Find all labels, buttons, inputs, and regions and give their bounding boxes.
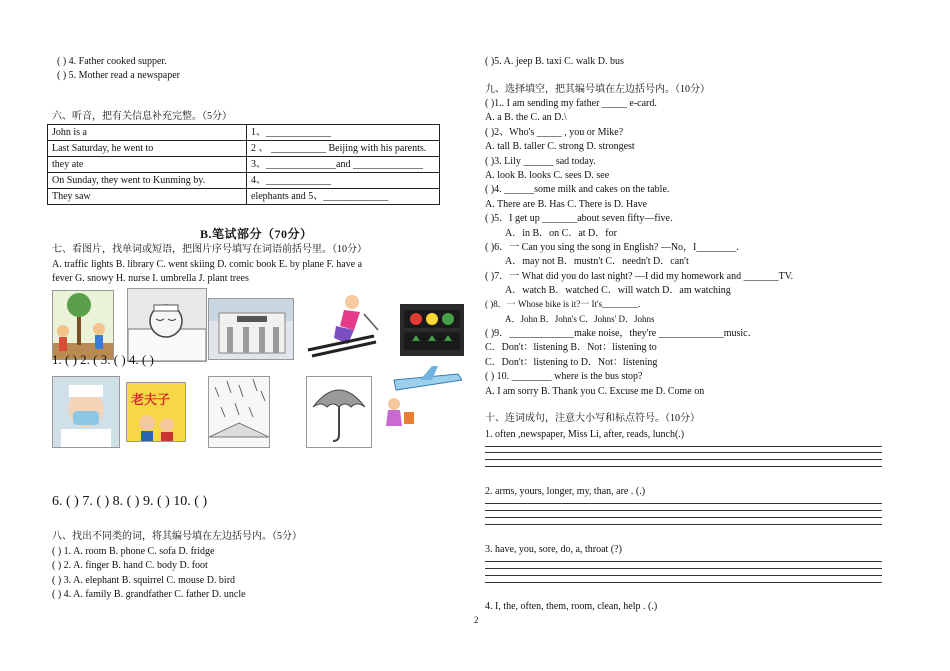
option-line: A. I am sorry B. Thank you C. Excuse me D. Come on	[485, 386, 705, 397]
question-line: ( )3. Lily ______ sad today.	[485, 156, 596, 167]
question-line: ( )6．一 Can you sing the song in English? —No，I________.	[485, 242, 739, 253]
section-8-title: 八、找出不同类的词，将其编号填在左边括号内。（5分）	[52, 531, 302, 542]
option-line: A. look B. looks C. sees D. see	[485, 170, 610, 181]
option-line: A．in B．on C．at D．for	[505, 228, 617, 239]
answer-line	[485, 561, 882, 562]
answer-line	[485, 503, 882, 504]
option-line: A．watch B．watched C．will watch D．am watching	[505, 285, 731, 296]
page-number: 2	[474, 615, 479, 625]
table-row: they ate 3、______________and ______________	[48, 157, 440, 173]
question-line: ( )5．I get up _______about seven fifty—five．	[485, 213, 680, 224]
option-line: C．Don't：listening B．Not：listening to	[485, 342, 657, 353]
question-line: ( )9．_____________make noise，they're _____________music．	[485, 328, 758, 339]
question-line: ( ) 5. Mother read a newspaper	[57, 70, 181, 81]
question-line: ( )1.. I am sending my father _____ e-card.	[485, 98, 657, 109]
nurse-picture	[52, 376, 120, 448]
answer-line	[485, 575, 882, 576]
sentence-prompt: 2. arms, yours, longer, my, than, are . (.)	[485, 486, 646, 497]
answer-line	[485, 459, 882, 460]
listening-table	[47, 124, 440, 205]
question-line: ( )5. A. jeep B. taxi C. walk D. bus	[485, 56, 624, 67]
sentence-prompt: 1. often ,newspaper, Miss Li, after, reads, lunch(.)	[485, 429, 685, 440]
option-line: A．John B．John's C．Johns' D．Johns	[505, 314, 655, 324]
question-line: ( ) 4. A. family B. grandfather C. father D. uncle	[52, 589, 246, 600]
part-b-heading: B.笔试部分（70分）	[200, 227, 313, 241]
answer-line	[485, 452, 882, 453]
table-row: John is a 1、_____________	[48, 125, 440, 141]
section-9-title: 九、选择填空，把其编号填在左边括号内。（10分）	[485, 84, 710, 95]
umbrella-picture	[306, 376, 372, 448]
answer-line	[485, 466, 882, 467]
comic-title: 老夫子	[131, 393, 171, 408]
plant-trees-picture	[52, 290, 114, 360]
question-line: ( ) 1. A. room B. phone C. sofa D. fridge	[52, 546, 215, 557]
option-line: C．Don't：listening to D．Not：listening	[485, 357, 658, 368]
comic-book-picture	[126, 382, 186, 442]
skiing-picture	[304, 290, 380, 360]
answer-line	[485, 517, 882, 518]
table-row: Last Saturday, he went to 2 、 ___________ Beijing with his parents.	[48, 141, 440, 157]
answer-line	[485, 524, 882, 525]
snowy-picture	[208, 376, 270, 448]
option-line: A. There are B. Has C. There is D. Have	[485, 199, 648, 210]
answer-line	[485, 568, 882, 569]
answer-line	[485, 446, 882, 447]
section-6-title: 六、听音，把有关信息补充完整。（5分）	[52, 111, 232, 122]
question-line: ( ) 4. Father cooked supper.	[57, 56, 167, 67]
table-row: They saw elephants and 5、_____________	[48, 189, 440, 205]
section-10-title: 十、连词成句，注意大小写和标点符号。（10分）	[485, 413, 700, 424]
answer-line	[485, 582, 882, 583]
question-line: ( ) 2. A. finger B. hand C. body D. foot	[52, 560, 208, 571]
answer-line	[485, 510, 882, 511]
question-line: ( )2、Who's _____ , you or Mike?	[485, 127, 624, 138]
word-bank-line-2: fever G. snowy H. nurse I. umbrella J. plant trees	[52, 273, 249, 284]
option-line: A. tall B. taller C. strong D. strongest	[485, 141, 635, 152]
section-7-title: 七、看图片，找单词或短语，把图片序号填写在词语前括号里。（10分）	[52, 244, 367, 255]
traffic-lights-picture	[400, 304, 464, 356]
fever-picture	[127, 288, 207, 362]
question-line: ( ) 10. ________ where is the bus stop?	[485, 371, 643, 382]
by-plane-picture	[380, 360, 462, 430]
question-line: ( )4. ______some milk and cakes on the table.	[485, 184, 670, 195]
question-line: ( ) 3. A. elephant B. squirrel C. mouse D. bird	[52, 575, 236, 586]
sentence-prompt: 3. have, you, sore, do, a, throat (?)	[485, 544, 622, 555]
question-line: ( )8．一 Whose bike is it?一 It's________.	[485, 299, 641, 309]
sentence-prompt: 4. I, the, often, them, room, clean, help . (.)	[485, 601, 658, 612]
option-line: A．may not B．mustn't C．needn't D．can't	[505, 256, 689, 267]
library-picture	[208, 298, 294, 360]
picture-numbers-overlay: 1. ( ) 2. ( 3. ( ) 4. ( )	[52, 352, 154, 367]
answer-slots: 6. ( ) 7. ( ) 8. ( ) 9. ( ) 10. ( )	[52, 494, 208, 509]
table-row: On Sunday, they went to Kunming by. 4、_____________	[48, 173, 440, 189]
option-line: A. a B. the C. an D.\	[485, 112, 567, 123]
word-bank-line-1: A. traffic lights B. library C. went skiing D. comic book E. by plane F. have a	[52, 259, 363, 270]
question-line: ( )7．一 What did you do last night? —I did my homework and _______TV.	[485, 271, 794, 282]
